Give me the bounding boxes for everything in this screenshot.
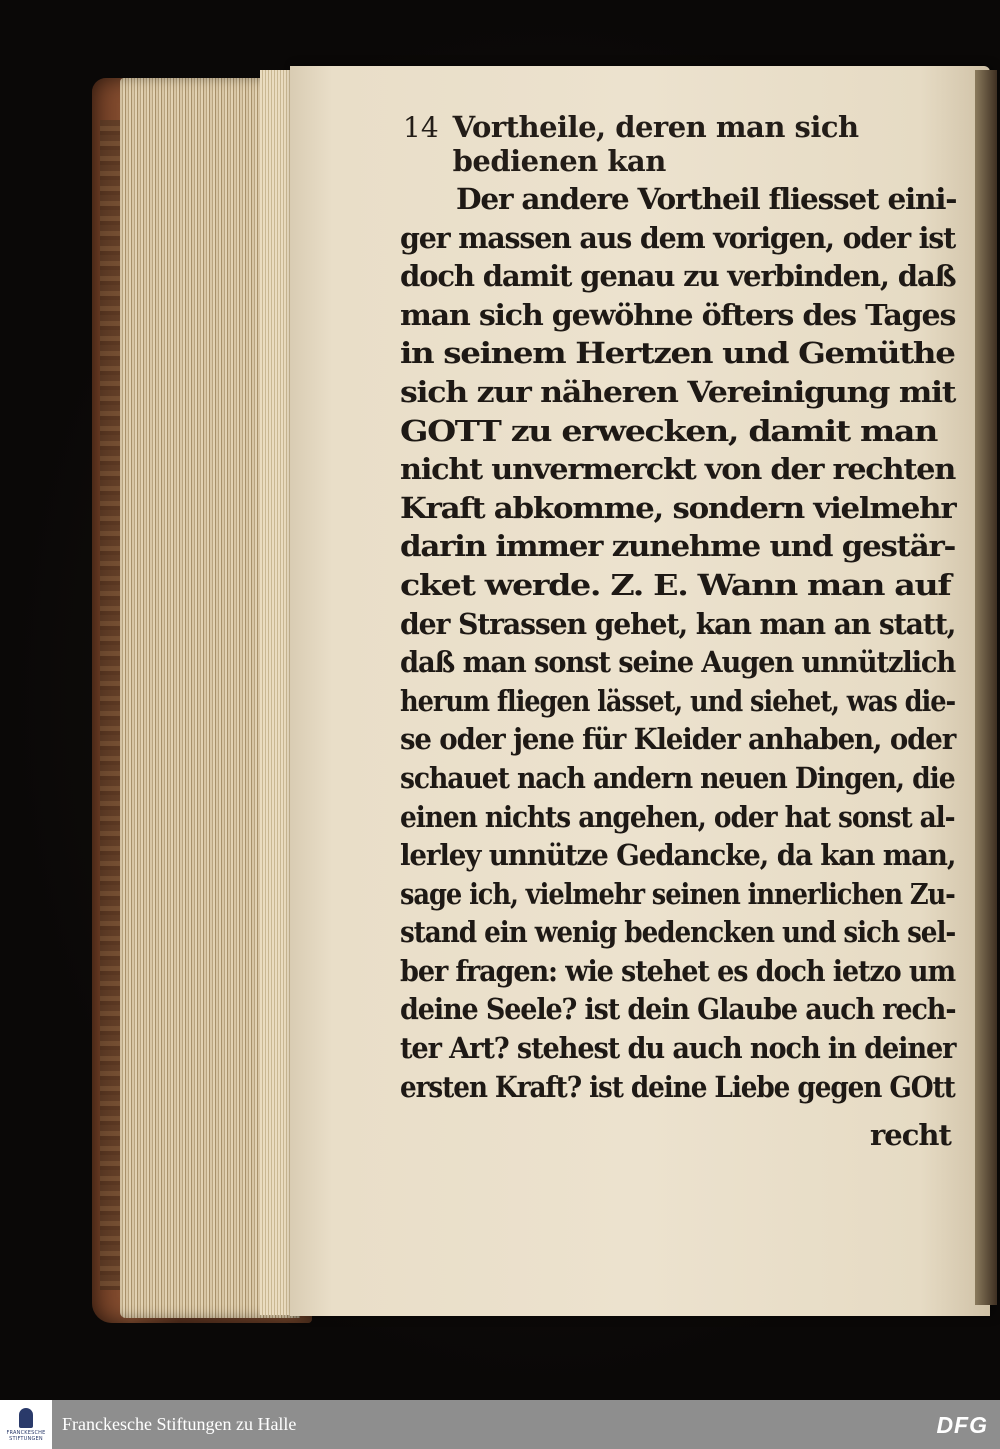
text-line: deine Seele? ist dein Glaube auch rech- (400, 992, 956, 1027)
catchword: recht (870, 1118, 951, 1152)
text-line: stand ein wenig bedencken und sich sel- (400, 915, 956, 950)
text-line: ber fragen: wie stehet es doch ietzo um (400, 953, 956, 988)
text-line: doch damit genau zu verbinden, daß (400, 259, 956, 294)
logo-figure-icon (19, 1408, 33, 1428)
text-line: daß man sonst seine Augen unnützlich (400, 645, 956, 680)
dfg-logo[interactable]: DFG (936, 1412, 988, 1438)
text-line: se oder jene für Kleider anhaben, oder (400, 722, 956, 757)
text-line: Der andere Vortheil fliesset eini- (456, 182, 957, 216)
running-head-title: Vortheile, deren man sich bedienen kan (452, 110, 859, 178)
text-line: sage ich, vielmehr seinen innerlichen Zu- (400, 876, 955, 911)
text-line: in seinem Hertzen und Gemüthe (400, 336, 955, 371)
text-line: darin immer zunehme und gestär- (400, 529, 956, 564)
text-line: ter Art? stehest du auch noch in deiner (400, 1031, 956, 1066)
text-line: ger massen aus dem vorigen, oder ist (400, 220, 956, 255)
text-line: der Strassen gehet, kan man an statt, (400, 606, 956, 641)
page-right-edge (975, 70, 997, 1305)
text-line: cket werde. Z. E. Wann man auf (400, 567, 951, 602)
footer-banner (0, 1400, 1000, 1449)
text-line: ersten Kraft? ist deine Liebe gegen GOtt (400, 1069, 955, 1104)
text-line: GOTT zu erwecken, damit man (400, 413, 937, 448)
text-line: schauet nach andern neuen Dingen, die (400, 760, 955, 795)
text-line: einen nichts angehen, oder hat sonst al- (400, 799, 955, 834)
text-line: lerley unnütze Gedancke, da kan man, (400, 838, 956, 873)
text-line: herum fliegen lässet, und siehet, was die- (400, 683, 956, 718)
text-line: sich zur näheren Vereinigung mit (400, 374, 956, 409)
body-text (400, 180, 960, 1106)
logo-text: FRANCKESCHE STIFTUNGEN (6, 1429, 46, 1442)
page-number: 14 (403, 111, 439, 144)
institution-name[interactable]: Franckesche Stiftungen zu Halle (62, 1414, 297, 1434)
running-head (403, 110, 923, 178)
text-line: Kraft abkomme, sondern vielmehr (400, 490, 956, 525)
text-line: man sich gewöhne öfters des Tages (400, 297, 956, 332)
institution-logo[interactable] (0, 1400, 52, 1449)
text-line: nicht unvermerckt von der rechten (400, 452, 956, 487)
